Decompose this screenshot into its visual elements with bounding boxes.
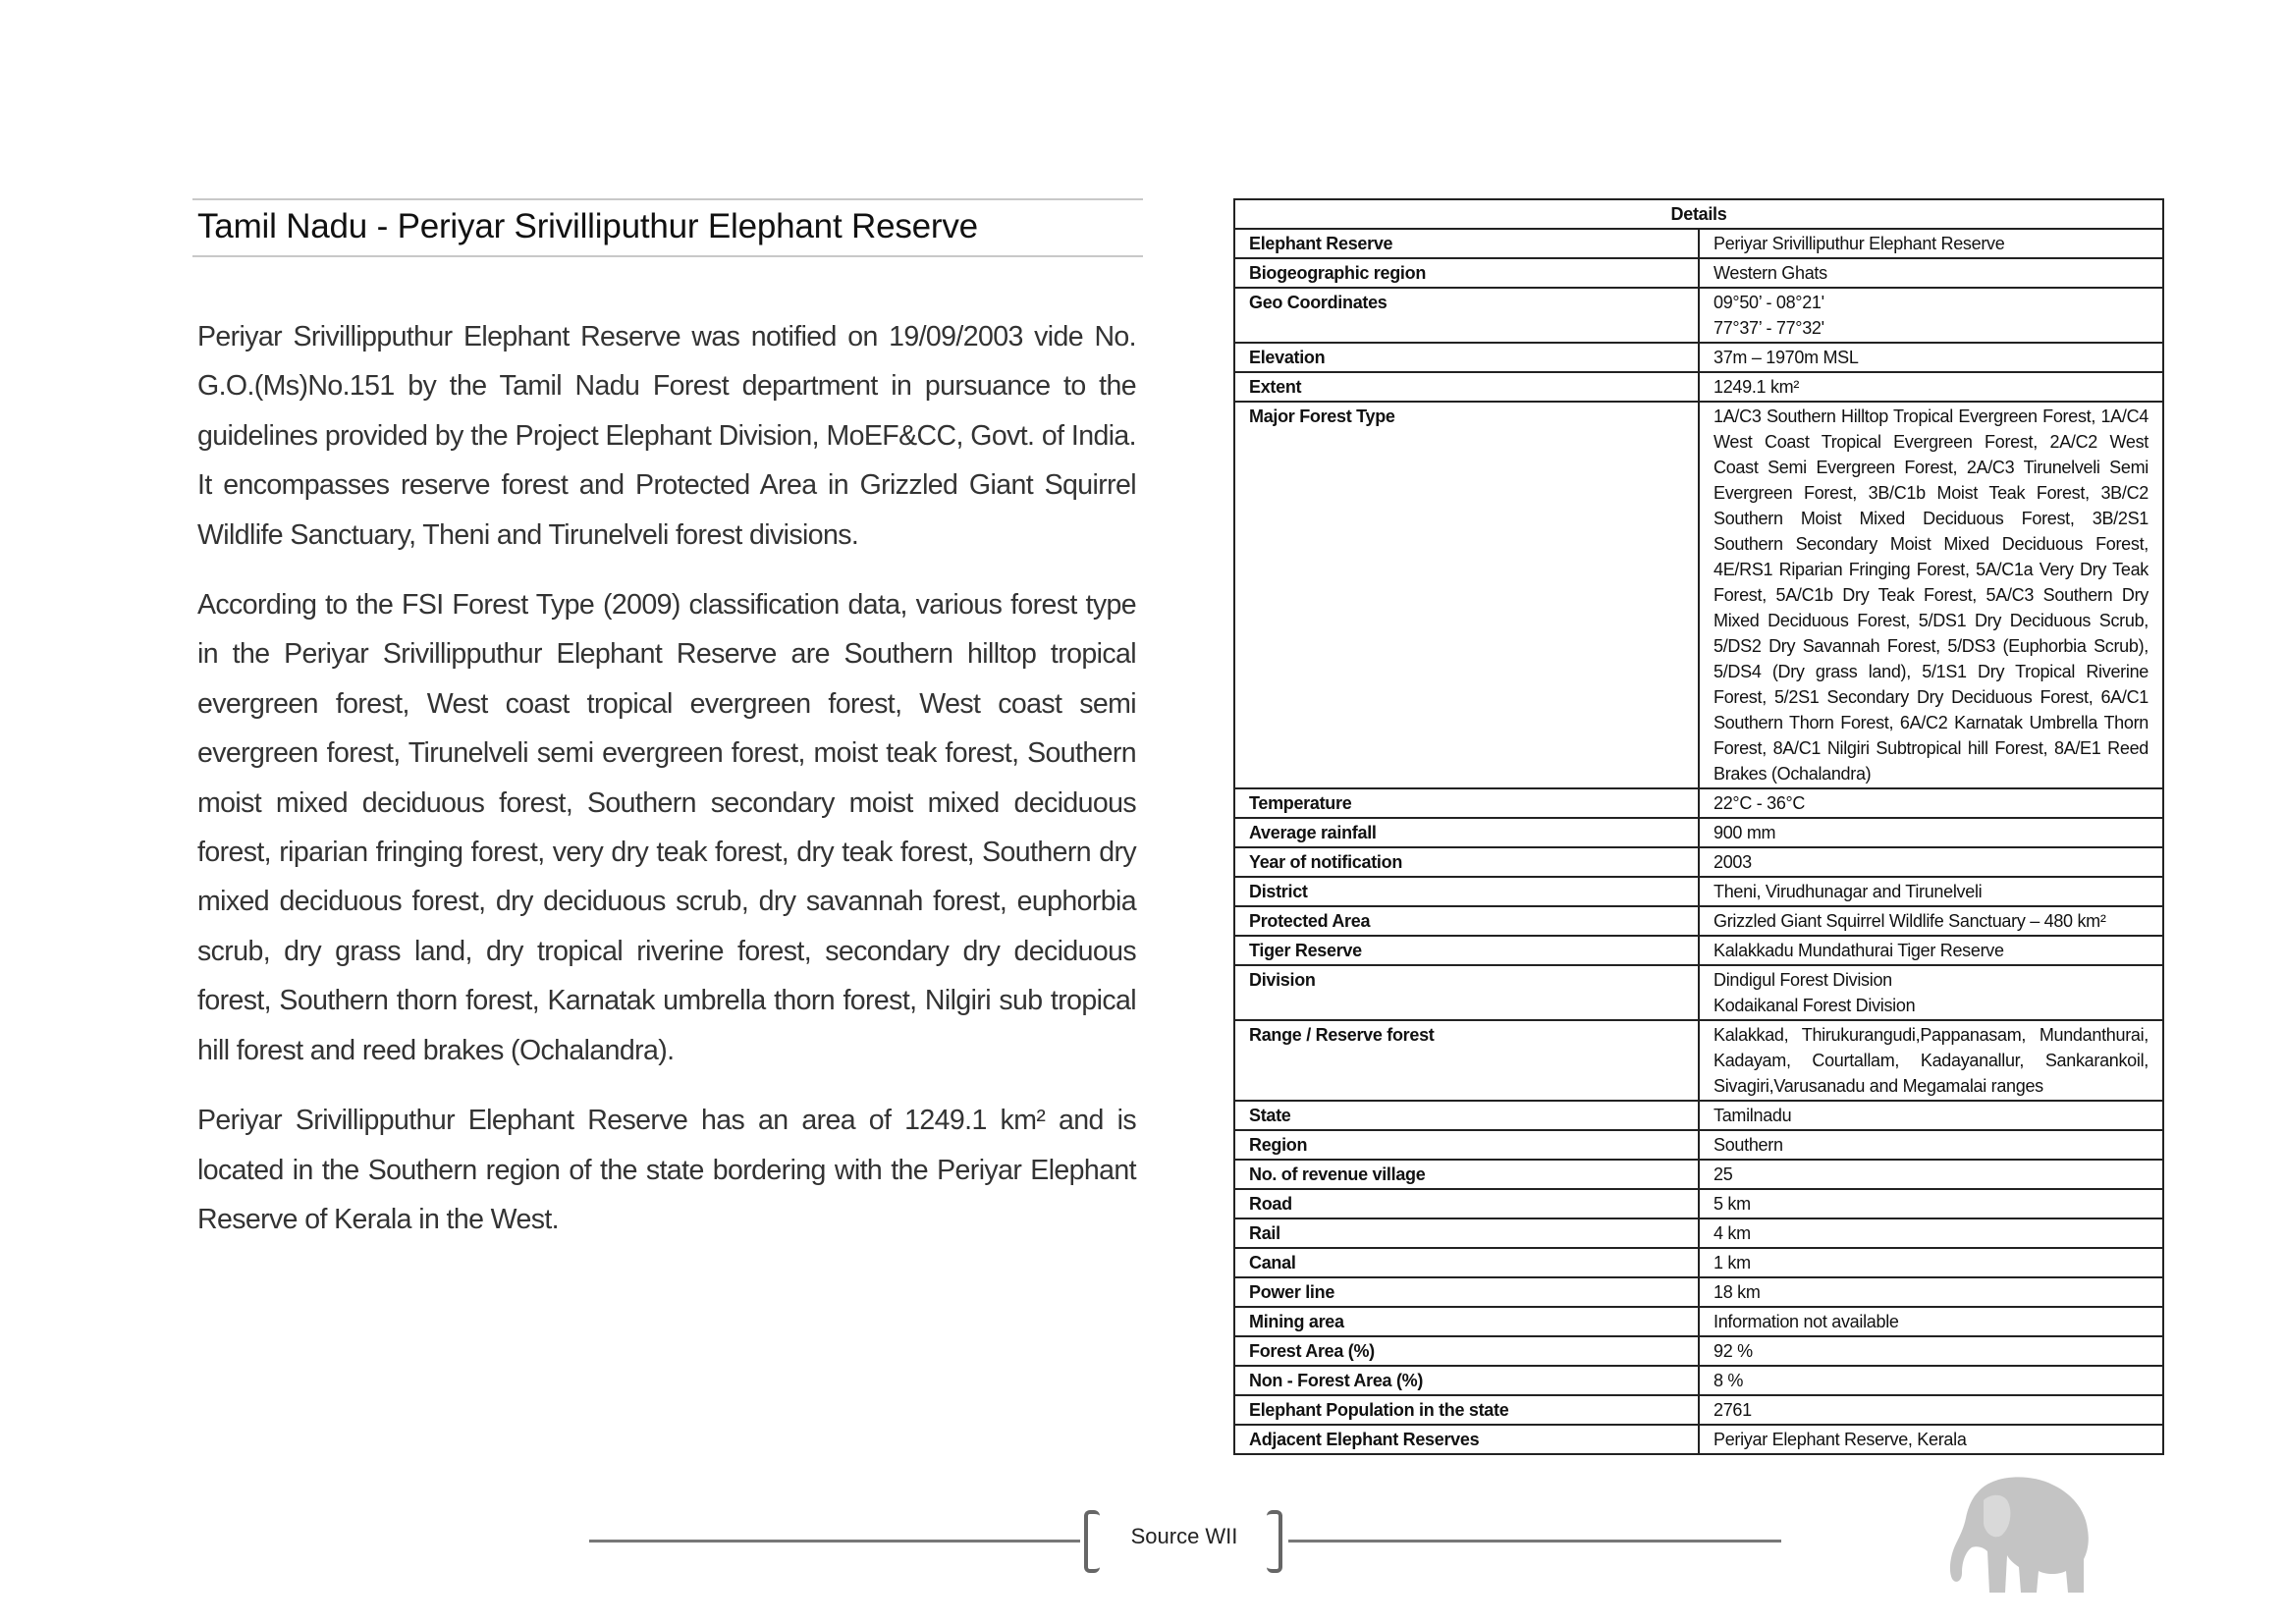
row-value: 1249.1 km² [1699,372,2163,402]
footer-source: Source WII [1130,1524,1238,1548]
elephant-icon [1944,1469,2101,1597]
table-row [1234,1020,2163,1101]
table-row [1234,877,2163,906]
table-row [1234,1160,2163,1189]
footer-line-left [589,1540,1080,1543]
row-value: 25 [1699,1160,2163,1189]
table-row [1234,1130,2163,1160]
row-key: Elevation [1234,343,1699,372]
row-value: 2761 [1699,1395,2163,1425]
table-row [1234,343,2163,372]
row-value: 1A/C3 Southern Hilltop Tropical Evergreen Forest, 1A/C4 West Coast Tropical Evergreen Forest, 2A/C2 West Coast Semi Evergreen Forest, 2A/C3 Tirunelveli Semi Evergreen Forest, 3B/C1b Moist Teak Forest, 3B/C2 Southern Moist Mixed Deciduous Forest, 3B/2S1 Southern Secondary Moist Mixed Deciduous Forest, 4E/RS1 Riparian Fringing Forest, 5A/C1a Very Dry Teak Forest, 5A/C1b Dry Teak Forest, 5A/C3 Southern Dry Mixed Deciduous Forest, 5/DS1 Dry Deciduous Scrub, 5/DS2 Dry Savannah Forest, 5/DS3 (Euphorbia Scrub), 5/DS4 (Dry grass land), 5/1S1 Dry Tropical Riverine Forest, 5/2S1 Secondary Dry Deciduous Forest, 6A/C1 Southern Thorn Forest, 6A/C2 Karnatak Umbrella Thorn Forest, 8A/C1 Nilgiri Subtropical hill Forest, 8A/E1 Reed Brakes (Ochalandra) [1699,402,2163,788]
table-row [1234,1336,2163,1366]
row-key: Geo Coordinates [1234,288,1699,343]
row-key: District [1234,877,1699,906]
footer-line-right [1288,1540,1781,1543]
row-value: Theni, Virudhunagar and Tirunelveli [1699,877,2163,906]
row-value: 2003 [1699,847,2163,877]
title-rule-bottom [192,255,1143,257]
table-row [1234,788,2163,818]
row-value: 18 km [1699,1277,2163,1307]
row-value: 1 km [1699,1248,2163,1277]
table-row [1234,1425,2163,1454]
row-key: Average rainfall [1234,818,1699,847]
table-row [1234,936,2163,965]
row-value: Grizzled Giant Squirrel Wildlife Sanctuary – 480 km² [1699,906,2163,936]
row-value: Periyar Srivilliputhur Elephant Reserve [1699,229,2163,258]
row-key: Extent [1234,372,1699,402]
row-value: Tamilnadu [1699,1101,2163,1130]
row-key: Elephant Population in the state [1234,1395,1699,1425]
footer-bracket-left [1084,1510,1100,1573]
row-key: State [1234,1101,1699,1130]
row-value: Information not available [1699,1307,2163,1336]
table-row [1234,402,2163,788]
table-row [1234,965,2163,1020]
table-row [1234,1366,2163,1395]
row-value: 900 mm [1699,818,2163,847]
row-value [1699,288,2163,343]
row-key: Temperature [1234,788,1699,818]
table-row [1234,906,2163,936]
division-first: Dindigul Forest Division [1714,970,1892,990]
row-value: 4 km [1699,1218,2163,1248]
paragraph-notification: Periyar Srivillipputhur Elephant Reserve was notified on 19/09/2003 vide No. G.O.(Ms)No.151 by the Tamil Nadu Forest department in pursuance to the guidelines provided by the Project Elephant Division, MoEF&CC, Govt. of India. It encompasses reserve forest and Protected Area in Grizzled Giant Squirrel Wildlife Sanctuary, Theni and Tirunelveli forest divisions. [197,321,1136,551]
title-rule-top [192,198,1143,200]
table-row [1234,229,2163,258]
table-header-row [1234,199,2163,229]
row-value: 37m – 1970m MSL [1699,343,2163,372]
row-key: Power line [1234,1277,1699,1307]
row-value: 22°C - 36°C [1699,788,2163,818]
row-value: Western Ghats [1699,258,2163,288]
row-key: Year of notification [1234,847,1699,877]
row-key: Division [1234,965,1699,1020]
row-key: Major Forest Type [1234,402,1699,788]
row-key: Biogeographic region [1234,258,1699,288]
table-row [1234,288,2163,343]
table-row [1234,1248,2163,1277]
table-row [1234,258,2163,288]
row-value: 92 % [1699,1336,2163,1366]
row-value: 5 km [1699,1189,2163,1218]
footer-bracket-right [1267,1510,1282,1573]
row-key: Forest Area (%) [1234,1336,1699,1366]
row-key: Canal [1234,1248,1699,1277]
geo-longitude: 77°37’ - 77°32' [1714,318,1824,338]
geo-latitude: 09°50’ - 08°21' [1714,293,1824,312]
division-second: Kodaikanal Forest Division [1714,996,1916,1015]
paragraph-area: Periyar Srivillipputhur Elephant Reserve has an area of 1249.1 km² and is located in the Southern region of the state bordering with the Periyar Elephant Reserve of Kerala in the West. [197,1105,1136,1235]
table-row [1234,818,2163,847]
table-row [1234,1218,2163,1248]
table-row [1234,1189,2163,1218]
row-value [1699,965,2163,1020]
table-row [1234,1395,2163,1425]
table-row [1234,847,2163,877]
row-key: Rail [1234,1218,1699,1248]
paragraph-forest-types: According to the FSI Forest Type (2009) classification data, various forest type in the Periyar Srivillipputhur Elephant Reserve are Southern hilltop tropical evergreen forest, West coast tropical evergreen forest, West coast semi evergreen forest, Tirunelveli semi evergreen forest, moist teak forest, Southern moist mixed deciduous forest, Southern secondary moist mixed deciduous forest, riparian fringing forest, very dry teak forest, dry teak forest, Southern dry mixed deciduous forest, dry deciduous scrub, dry savannah forest, euphorbia scrub, dry grass land, dry tropical riverine forest, secondary dry deciduous forest, Southern thorn forest, Karnatak umbrella thorn forest, Nilgiri sub tropical hill forest and reed brakes (Ochalandra). [197,589,1136,1066]
row-value: 8 % [1699,1366,2163,1395]
row-value: Kalakkad, Thirukurangudi,Pappanasam, Mundanthurai, Kadayam, Courtallam, Kadayanallur, Sankarankoil, Sivagiri,Varusanadu and Megamalai ranges [1699,1020,2163,1101]
page-title: Tamil Nadu - Periyar Srivilliputhur Elephant Reserve [197,207,978,245]
details-table [1233,198,2164,1455]
row-key: Elephant Reserve [1234,229,1699,258]
row-key: Road [1234,1189,1699,1218]
table-row [1234,1307,2163,1336]
row-key: Mining area [1234,1307,1699,1336]
row-value: Periyar Elephant Reserve, Kerala [1699,1425,2163,1454]
table-row [1234,1101,2163,1130]
row-key: No. of revenue village [1234,1160,1699,1189]
row-key: Protected Area [1234,906,1699,936]
body-text [197,312,1136,1265]
row-key: Non - Forest Area (%) [1234,1366,1699,1395]
table-header: Details [1234,199,2163,229]
table-row [1234,1277,2163,1307]
table-row [1234,372,2163,402]
row-value: Southern [1699,1130,2163,1160]
row-key: Adjacent Elephant Reserves [1234,1425,1699,1454]
row-key: Range / Reserve forest [1234,1020,1699,1101]
row-key: Region [1234,1130,1699,1160]
row-key: Tiger Reserve [1234,936,1699,965]
row-value: Kalakkadu Mundathurai Tiger Reserve [1699,936,2163,965]
